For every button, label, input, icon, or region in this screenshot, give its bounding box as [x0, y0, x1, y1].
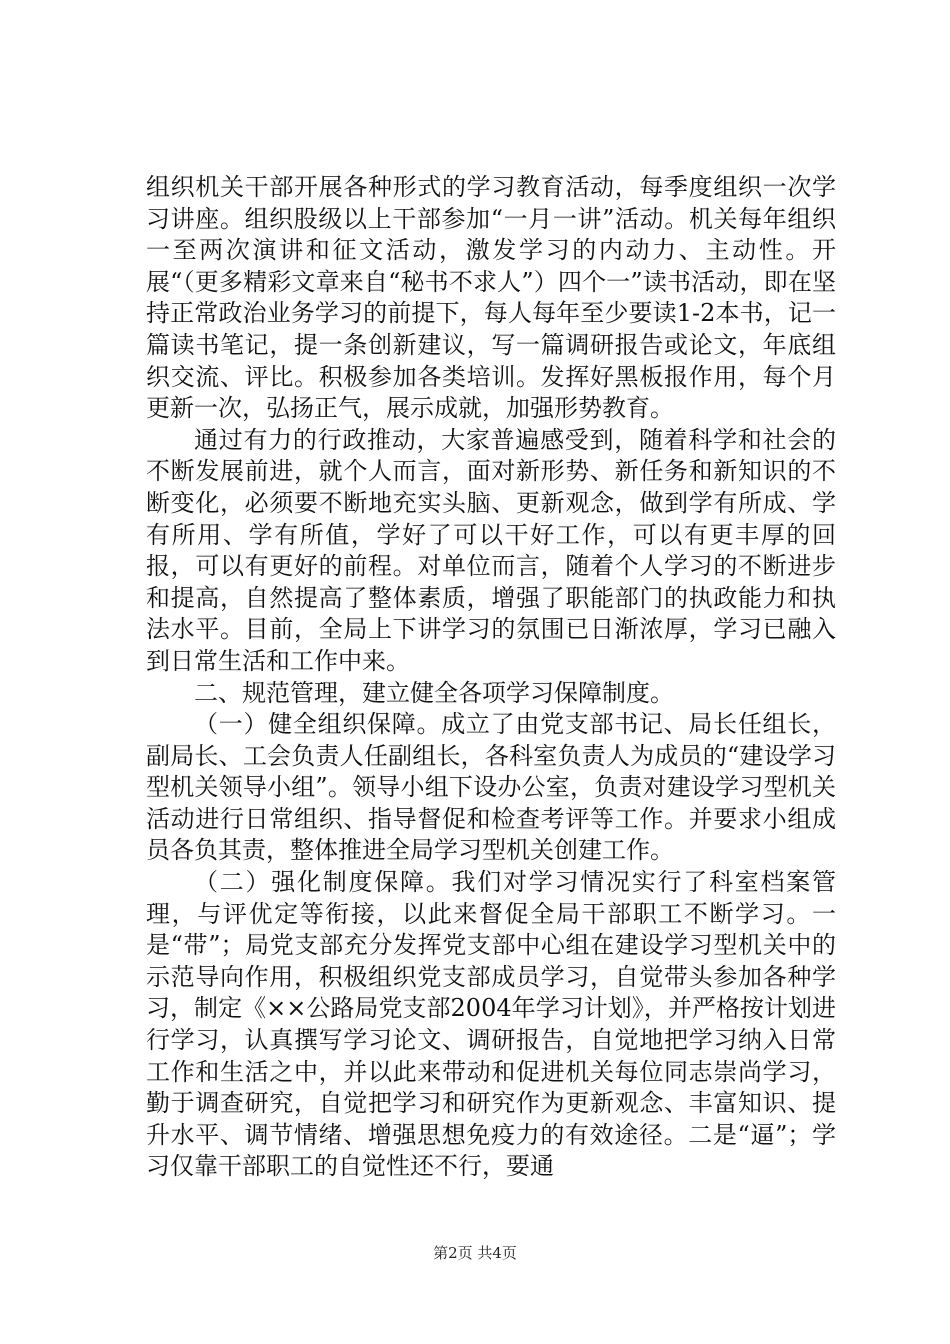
paragraph-3: （一）健全组织保障。成立了由党支部书记、局长任组长，副局长、工会负责人任副组长，各科室负责人为成员的“建设学习型机关领导小组”。领导小组下设办公室，负责对建设学习型机关活动进行日常组织、指导督促和检查考评等工作。并要求小组成员各负其责，整体推进全局学习型机关创建工作。	[146, 710, 836, 865]
section-heading: 二、规范管理，建立健全各项学习保障制度。	[194, 678, 674, 707]
document-body	[146, 172, 836, 1183]
page-number-footer: 第2页 共4页	[433, 1244, 517, 1262]
paragraph-1: 组织机关干部开展各种形式的学习教育活动，每季度组织一次学习讲座。组织股级以上干部参加“一月一讲”活动。机关每年组织一至两次演讲和征文活动，激发学习的内动力、主动性。开展“（更多精彩文章来自“秘书不求人”）四个一”读书活动，即在坚持正常政治业务学习的前提下，每人每年至少要读1-2本书，记一篇读书笔记，提一条创新建议，写一篇调研报告或论文，年底组织交流、评比。积极参加各类培训。发挥好黑板报作用，每个月更新一次，弘扬正气，展示成就，加强形势教育。	[146, 173, 836, 423]
paragraph-4: （二）强化制度保障。我们对学习情况实行了科室档案管理，与评优定等衔接，以此来督促全局干部职工不断学习。一是“带”；局党支部充分发挥党支部中心组在建设学习型机关中的示范导向作用，积极组织党支部成员学习，自觉带头参加各种学习，制定《××公路局党支部2004年学习计划》，并严格按计划进行学习，认真撰写学习论文、调研报告，自觉地把学习纳入日常工作和生活之中，并以此来带动和促进机关每位同志崇尚学习，勤于调查研究，自觉把学习和研究作为更新观念、丰富知识、提升水平、调节情绪、增强思想免疫力的有效途径。二是“逼”；学习仅靠干部职工的自觉性还不行，要通	[146, 868, 836, 1181]
paragraph-2: 通过有力的行政推动，大家普遍感受到，随着科学和社会的不断发展前进，就个人而言，面对新形势、新任务和新知识的不断变化，必须要不断地充实头脑、更新观念，做到学有所成、学有所用、学有所值，学好了可以干好工作，可以有更丰厚的回报，可以有更好的前程。对单位而言，随着个人学习的不断进步和提高，自然提高了整体素质，增强了职能部门的执政能力和执法水平。目前，全局上下讲学习的氛围已日渐浓厚，学习已融入到日常生活和工作中来。	[146, 425, 836, 675]
